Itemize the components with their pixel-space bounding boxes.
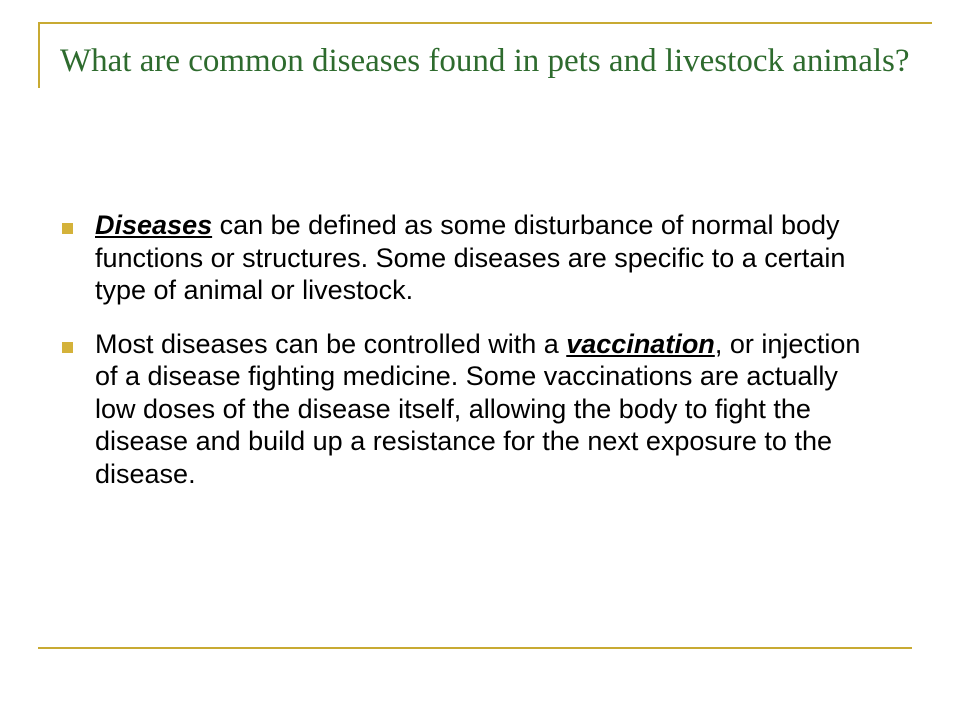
bullet-text-after: can be defined as some disturbance of normal body functions or structures. Some diseases are specific to a certain type of animal or livestock. — [95, 210, 846, 305]
bullet-item-vaccination — [58, 328, 878, 491]
top-rule — [38, 22, 932, 24]
bullet-list — [58, 209, 878, 511]
bullet-text-after: , or injection of a disease fighting medicine. Some vaccinations are actually low doses of the disease itself, allowing the body to fight the disease and build up a resistance for the next exposure to the disease. — [95, 328, 861, 489]
slide-title: What are common diseases found in pets and livestock animals? — [60, 43, 910, 79]
term-diseases: Diseases — [95, 210, 213, 240]
bottom-rule — [38, 647, 912, 649]
title-side-rule — [38, 22, 40, 88]
square-bullet-icon — [62, 223, 73, 234]
bullet-text-before: Most diseases can be controlled with a — [95, 328, 567, 359]
square-bullet-icon — [62, 342, 73, 353]
term-vaccination: vaccination — [566, 328, 715, 359]
bullet-item-diseases — [58, 209, 878, 307]
